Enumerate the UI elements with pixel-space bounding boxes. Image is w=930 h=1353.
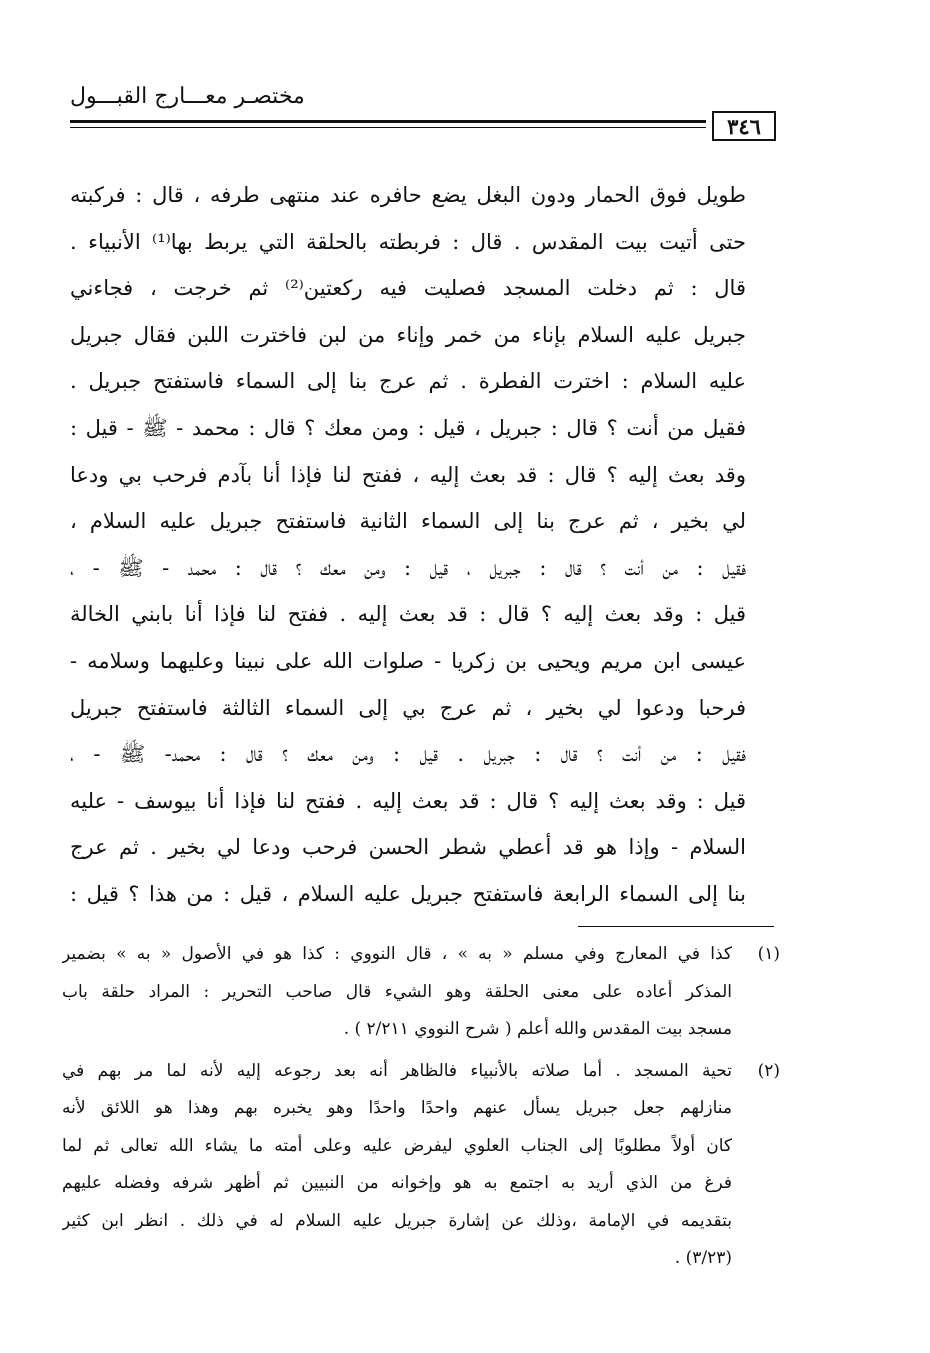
text-line: فرحبا ودعوا لي بخير ، ثم عرج بي إلى السماء الثالثة فاستفتح جبريل bbox=[70, 695, 746, 720]
text-line: قيل : وقد بعث إليه ؟ قال : قد بعث إليه . ففتح لنا فإذا أنا بيوسف - عليه bbox=[70, 788, 746, 813]
text-line: عيسى ابن مريم ويحيى بن زكريا - صلوات الله على نبينا وعليهما وسلامه - bbox=[70, 648, 746, 673]
text-line: فقيل : من أنت ؟ قال : جبريل ، قيل : ومن معك ؟ قال : محمد - ﷺ - ، bbox=[70, 555, 746, 580]
footnote-number: (١) bbox=[757, 944, 780, 964]
footnote-1 bbox=[62, 936, 780, 1049]
footnote-line: تحية المسجد . أما صلاته بالأنبياء فالظاهر أنه بعد رجوعه إليه لأنه لما مر بهم في bbox=[62, 1060, 732, 1081]
text-line: فقيل : من أنت ؟ قال : جبريل . قيل : ومن معك ؟ قال : محمد- ﷺ - ، bbox=[70, 742, 746, 767]
text-line: وقد بعث إليه ؟ قال : قد بعث إليه ، ففتح لنا فإذا أنا بآدم فرحب بي ودعا bbox=[70, 462, 746, 487]
footnotes bbox=[62, 936, 780, 1282]
text-line: لي بخير ، ثم عرج بنا إلى السماء الثانية فاستفتح جبريل عليه السلام ، bbox=[70, 509, 746, 534]
footnote-line: منازلهم جعل جبريل يسأل عنهم واحدًا واحدًا وهو يخبره بهم وهذا هو اللائق لأنه bbox=[62, 1098, 732, 1118]
footnote-line: كذا في المعارج وفي مسلم « به » ، قال النووي : كذا هو في الأصول « به » بضمير bbox=[62, 944, 732, 964]
footnote-2 bbox=[62, 1053, 780, 1278]
text-line: حتى أتيت بيت المقدس . قال : فربطته بالحلقة التي يربط بها⁽¹⁾ الأنبياء . bbox=[70, 229, 746, 254]
text-line: جبريل عليه السلام بإناء من خمر وإناء من لبن فاخترت اللبن فقال جبريل bbox=[70, 322, 746, 347]
footnote-line: بتقديمه في الإمامة ،وذلك عن إشارة جبريل عليه السلام له في ذلك . انظر ابن كثير bbox=[62, 1210, 732, 1231]
footnote-line: (٣/٢٣) . bbox=[674, 1248, 732, 1268]
footnote-line: فرغ من الذي أريد به اجتمع به هو وإخوانه من النبيين ثم أظهر شرفه وفضله عليهم bbox=[62, 1173, 732, 1193]
main-text bbox=[70, 172, 746, 918]
footnote-line: كان أولاً مطلوبًا إلى الجناب العلوي ليفرض عليه وعلى أمته ما يشاء الله تعالى ثم لما bbox=[62, 1135, 732, 1156]
text-line: قيل : وقد بعث إليه ؟ قال : قد بعث إليه . ففتح لنا فإذا أنا بابني الخالة bbox=[70, 602, 746, 627]
footnote-line: المذكر أعاده على معنى الحلقة وهو الشيء قال صاحب التحرير : المراد حلقة باب bbox=[62, 981, 732, 1002]
footnote-separator bbox=[578, 926, 774, 927]
footnote-line: مسجد بيت المقدس والله أعلم ( شرح النووي ٢/٢١١ ) . bbox=[343, 1019, 732, 1039]
text-line: السلام - وإذا هو قد أعطي شطر الحسن فرحب ودعا لي بخير . ثم عرج bbox=[70, 835, 746, 860]
text-line: فقيل من أنت ؟ قال : جبريل ، قيل : ومن معك ؟ قال : محمد - ﷺ - قيل : bbox=[70, 415, 746, 440]
text-line: قال : ثم دخلت المسجد فصليت فيه ركعتين⁽²⁾ ثم خرجت ، فجاءني bbox=[70, 276, 746, 301]
text-line: عليه السلام : اخترت الفطرة . ثم عرج بنا إلى السماء فاستفتح جبريل . bbox=[70, 369, 746, 394]
footnote-body bbox=[62, 936, 732, 1049]
text-line: طويل فوق الحمار ودون البغل يضع حافره عند منتهى طرفه ، قال : فركبته bbox=[70, 183, 746, 207]
page-number: ٣٤٦ bbox=[712, 111, 776, 141]
running-title: مختصـر معـــارج القبـــول bbox=[70, 84, 305, 109]
footnote-number: (٢) bbox=[757, 1060, 780, 1081]
text-line: بنا إلى السماء الرابعة فاستفتح جبريل عليه السلام ، قيل : من هذا ؟ قيل : bbox=[70, 881, 746, 906]
header-rule-thick bbox=[70, 120, 706, 123]
header-rule-thin bbox=[70, 127, 706, 128]
footnote-body bbox=[62, 1053, 732, 1278]
